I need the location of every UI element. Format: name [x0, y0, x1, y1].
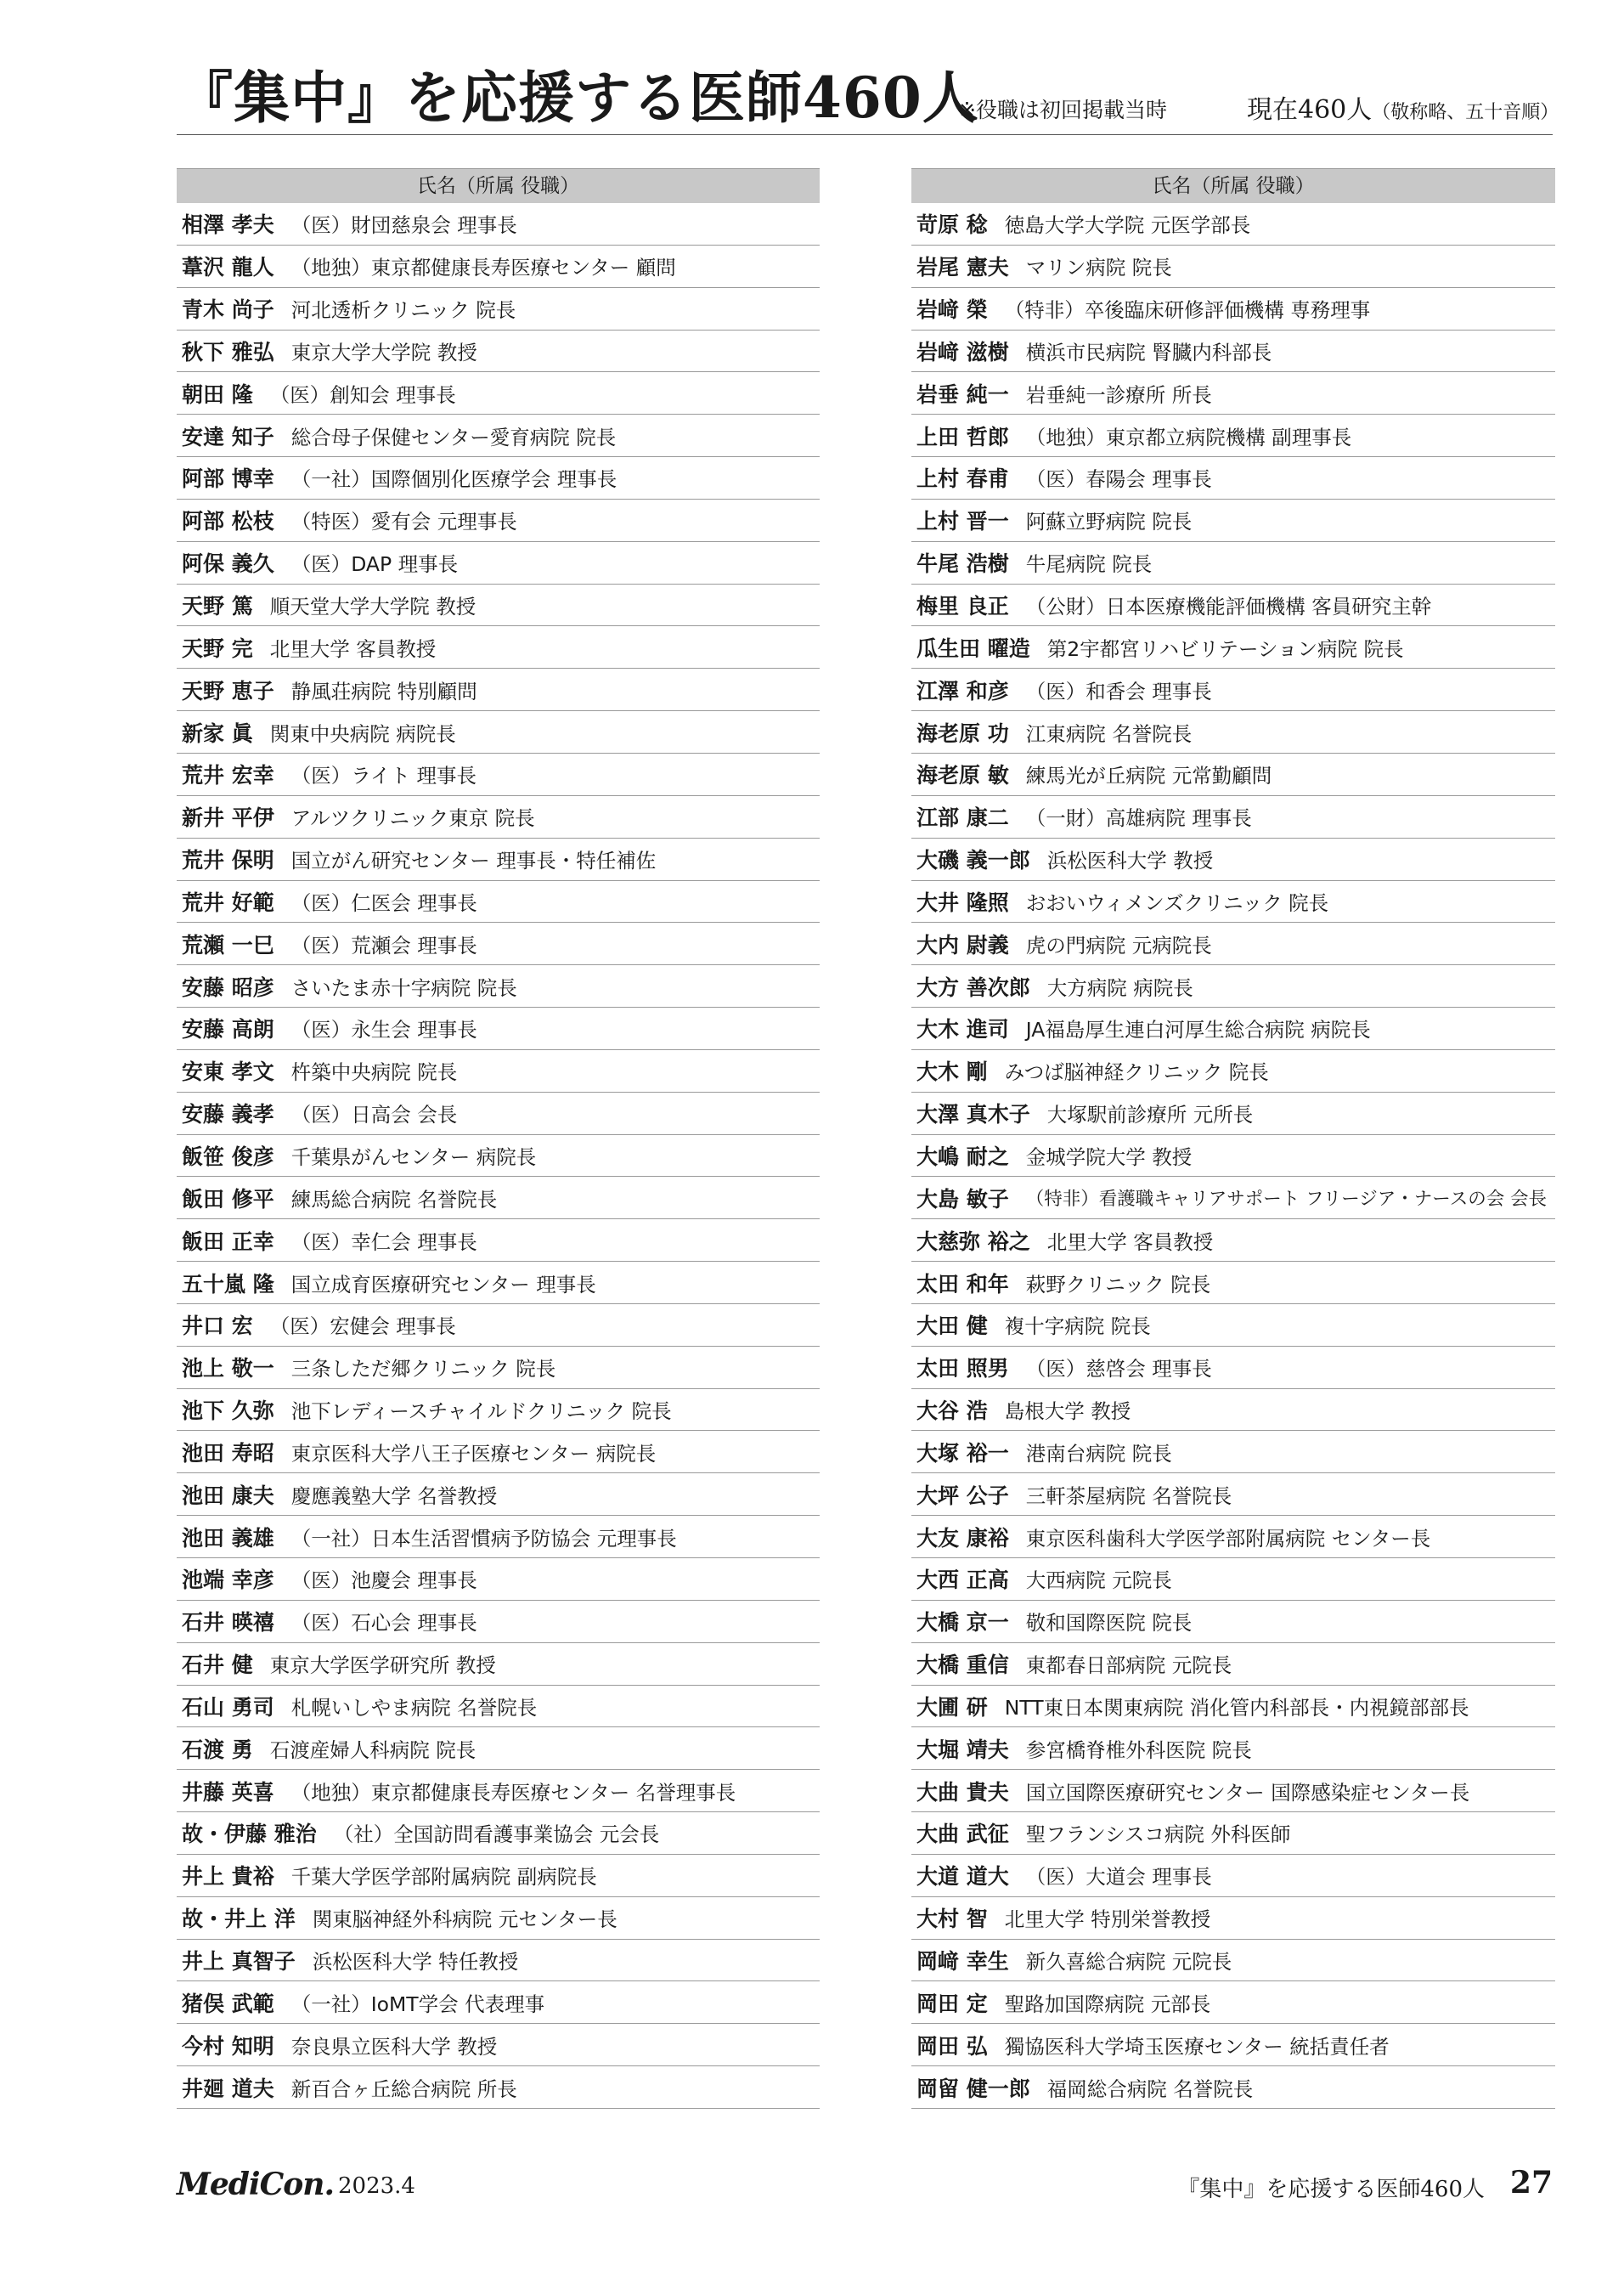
- table-row: [911, 1050, 1555, 1093]
- table-row: [911, 1304, 1555, 1347]
- doctor-affiliation: 新百合ヶ丘総合病院 所長: [290, 2076, 517, 2101]
- doctor-affiliation: 岩垂純一診療所 所長: [1025, 382, 1212, 407]
- doctor-affiliation: マリン病院 院長: [1025, 256, 1172, 280]
- doctor-name: 阿部 博幸: [182, 466, 274, 492]
- doctor-affiliation: 福岡総合病院 名誉院長: [1046, 2076, 1254, 2101]
- doctor-affiliation: （特非）看護職キャリアサポート フリージア・ナースの会 会長: [1025, 1189, 1548, 1211]
- table-row: [177, 331, 820, 373]
- doctor-affiliation: 関東脳神経外科病院 元センター長: [312, 1907, 617, 1932]
- table-row: [177, 1093, 820, 1135]
- doctor-affiliation: 萩野クリニック 院長: [1025, 1272, 1211, 1297]
- doctor-name: 大友 康裕: [916, 1525, 1009, 1551]
- doctor-name: 大村 智: [916, 1907, 988, 1932]
- table-row: [911, 1812, 1555, 1855]
- table-row: [911, 288, 1555, 331]
- doctor-affiliation: （一社）日本生活習慣病予防協会 元理事長: [290, 1526, 677, 1551]
- doctor-affiliation: （地独）東京都健康長寿医療センター 名誉理事長: [290, 1780, 736, 1805]
- table-row: [177, 1686, 820, 1728]
- table-row: [177, 1812, 820, 1855]
- doctor-name: 安東 孝文: [182, 1059, 274, 1085]
- doctor-name: 大内 尉義: [916, 932, 1009, 958]
- doctor-name: 荒井 好範: [182, 890, 274, 915]
- table-row: [177, 415, 820, 457]
- doctor-affiliation: おおいウィメンズクリニック 院長: [1025, 890, 1329, 915]
- doctor-affiliation: 敬和国際医院 院長: [1025, 1611, 1193, 1636]
- doctor-name: 池端 幸彦: [182, 1568, 274, 1593]
- doctor-name: 安藤 昭彦: [182, 975, 274, 1000]
- title-note: ※役職は初回掲載当時: [958, 98, 1167, 122]
- doctor-name: 故・井上 洋: [182, 1907, 296, 1932]
- doctor-name: 大慈弥 裕之: [916, 1229, 1030, 1254]
- doctor-affiliation: 聖路加国際病院 元部長: [1004, 1992, 1211, 2016]
- doctor-affiliation: 第2宇都宮リハビリテーション病院 院長: [1046, 636, 1404, 661]
- table-row: [911, 1770, 1555, 1812]
- doctor-name: 大方 善次郎: [916, 975, 1030, 1000]
- doctor-name: 池田 寿昭: [182, 1440, 274, 1466]
- doctor-affiliation: みつば脳神経クリニック 院長: [1004, 1060, 1269, 1085]
- doctor-affiliation: 参宮橋脊椎外科医院 院長: [1025, 1737, 1252, 1762]
- doctor-name: 秋下 雅弘: [182, 339, 274, 364]
- doctor-affiliation: （医）創知会 理事長: [269, 382, 456, 407]
- doctor-affiliation: 千葉大学医学部附属病院 副病院長: [290, 1865, 597, 1890]
- doctor-name: 朝田 隆: [182, 381, 253, 407]
- doctor-affiliation: 大西病院 元院長: [1025, 1568, 1172, 1593]
- table-row: [911, 923, 1555, 965]
- doctor-affiliation: （医）和香会 理事長: [1025, 679, 1212, 703]
- doctor-affiliation: 国立国際医療研究センター 国際感染症センター長: [1025, 1780, 1470, 1805]
- doctor-affiliation: （医）慈啓会 理事長: [1025, 1357, 1212, 1381]
- table-row: [177, 288, 820, 331]
- page-title: 『集中』を応援する医師460人: [177, 65, 979, 131]
- doctor-name: 大橋 重信: [916, 1653, 1009, 1678]
- table-row: [177, 1389, 820, 1432]
- table-row: [911, 1855, 1555, 1897]
- table-row: [911, 754, 1555, 796]
- table-row: [911, 372, 1555, 415]
- table-row: [911, 246, 1555, 288]
- table-row: [911, 1940, 1555, 1982]
- doctor-affiliation: （医）永生会 理事長: [290, 1018, 477, 1042]
- table-row: [911, 1093, 1555, 1135]
- doctor-name: 新井 平伊: [182, 805, 274, 831]
- table-row: [177, 1770, 820, 1812]
- doctor-affiliation: （医）DAP 理事長: [290, 552, 459, 577]
- table-row: [177, 711, 820, 754]
- doctor-name: 大坪 公子: [916, 1483, 1009, 1508]
- doctor-affiliation: 聖フランシスコ病院 外科医師: [1025, 1822, 1291, 1847]
- doctor-affiliation: （医）幸仁会 理事長: [290, 1229, 477, 1254]
- doctor-name: 阿保 義久: [182, 551, 274, 577]
- doctor-name: 上村 春甫: [916, 466, 1009, 492]
- doctor-count-note: （敬称略、五十音順）: [1372, 102, 1559, 123]
- doctor-name: 太田 和年: [916, 1271, 1009, 1297]
- doctor-name: 大塚 裕一: [916, 1440, 1009, 1466]
- running-title: 『集中』を応援する医師460人: [1177, 2177, 1485, 2202]
- table-row: [911, 1601, 1555, 1643]
- table-row: [911, 500, 1555, 542]
- doctor-list: [177, 203, 820, 2109]
- table-row: [177, 246, 820, 288]
- doctor-affiliation: （医）池慶会 理事長: [290, 1568, 477, 1593]
- doctor-affiliation: （特医）愛有会 元理事長: [290, 510, 517, 534]
- table-row: [911, 585, 1555, 627]
- table-row: [177, 1981, 820, 2024]
- doctor-affiliation: 浜松医科大学 特任教授: [312, 1950, 519, 1975]
- table-row: [911, 1347, 1555, 1389]
- table-row: [177, 839, 820, 881]
- doctor-affiliation: 練馬総合病院 名誉院長: [290, 1187, 498, 1212]
- table-row: [911, 1727, 1555, 1770]
- doctor-name: 大圃 研: [916, 1694, 988, 1720]
- table-row: [177, 1473, 820, 1516]
- doctor-affiliation: 江東病院 名誉院長: [1025, 721, 1193, 746]
- doctor-name: 大堀 靖夫: [916, 1737, 1009, 1762]
- doctor-affiliation: 池下レディースチャイルドクリニック 院長: [290, 1399, 672, 1424]
- table-row: [177, 1727, 820, 1770]
- table-row: [177, 1008, 820, 1050]
- doctor-name: 大西 正高: [916, 1568, 1009, 1593]
- doctor-affiliation: 三条しただ郷クリニック 院長: [290, 1357, 556, 1381]
- doctor-affiliation: NTT東日本関東病院 消化管内科部長・内視鏡部部長: [1004, 1695, 1469, 1720]
- issue-date: 2023.4: [338, 2173, 415, 2199]
- doctor-affiliation: 虎の門病院 元病院長: [1025, 933, 1212, 958]
- table-row: [911, 1473, 1555, 1516]
- doctor-affiliation: 徳島大学大学院 元医学部長: [1004, 213, 1251, 238]
- doctor-affiliation: 北里大学 特別栄誉教授: [1004, 1907, 1211, 1932]
- column-header: 氏名（所属 役職）: [911, 168, 1555, 203]
- table-row: [177, 2066, 820, 2109]
- doctor-affiliation: （医）日高会 会長: [290, 1103, 458, 1127]
- doctor-name: 井上 貴裕: [182, 1864, 274, 1890]
- doctor-affiliation: 横浜市民病院 腎臓内科部長: [1025, 340, 1272, 364]
- doctor-name: 大井 隆照: [916, 890, 1009, 915]
- table-row: [911, 2024, 1555, 2066]
- table-row: [177, 1558, 820, 1601]
- doctor-name: 飯笹 俊彦: [182, 1144, 274, 1169]
- doctor-name: 岡留 健一郎: [916, 2076, 1030, 2101]
- table-row: [177, 1940, 820, 1982]
- doctor-name: 安藤 義孝: [182, 1102, 274, 1127]
- doctor-name: 苛原 稔: [916, 212, 988, 238]
- doctor-affiliation: 静風荘病院 特別顧問: [290, 679, 477, 703]
- table-row: [911, 542, 1555, 585]
- doctor-name: 大橋 京一: [916, 1610, 1009, 1636]
- doctor-name: 上田 哲郎: [916, 424, 1009, 449]
- doctor-name: 故・伊藤 雅治: [182, 1822, 317, 1847]
- doctor-name: 阿部 松枝: [182, 509, 274, 534]
- doctor-affiliation: 石渡産婦人科病院 院長: [269, 1737, 476, 1762]
- table-row: [177, 669, 820, 711]
- column-header: 氏名（所属 役職）: [177, 168, 820, 203]
- doctor-name: 大島 敏子: [916, 1186, 1009, 1212]
- doctor-name: 猪俣 武範: [182, 1991, 274, 2016]
- table-row: [911, 1008, 1555, 1050]
- doctor-name: 岩尾 憲夫: [916, 255, 1009, 280]
- doctor-name: 天野 恵子: [182, 678, 274, 703]
- doctor-name: 江部 康二: [916, 805, 1009, 831]
- doctor-name: 新家 眞: [182, 720, 253, 746]
- table-row: [911, 626, 1555, 669]
- doctor-affiliation: 東都春日部病院 元院長: [1025, 1653, 1232, 1678]
- magazine-logo: MediCon.: [177, 2167, 334, 2202]
- table-row: [911, 1262, 1555, 1304]
- doctor-name: 大澤 真木子: [916, 1102, 1030, 1127]
- doctor-name: 海老原 敏: [916, 763, 1009, 788]
- doctor-name: 今村 知明: [182, 2033, 274, 2059]
- doctor-name: 五十嵐 隆: [182, 1271, 274, 1297]
- table-row: [911, 2066, 1555, 2109]
- doctor-affiliation: 阿蘇立野病院 院長: [1025, 510, 1193, 534]
- table-row: [911, 415, 1555, 457]
- table-row: [911, 203, 1555, 246]
- doctor-name: 大嶋 耐之: [916, 1144, 1009, 1169]
- table-row: [911, 711, 1555, 754]
- doctor-affiliation: 順天堂大学大学院 教授: [269, 595, 476, 619]
- doctor-name: 葦沢 龍人: [182, 255, 274, 280]
- table-row: [911, 965, 1555, 1008]
- table-row: [911, 1981, 1555, 2024]
- table-row: [177, 1897, 820, 1940]
- doctor-name: 大曲 貴夫: [916, 1779, 1009, 1805]
- table-row: [177, 796, 820, 839]
- table-row: [911, 796, 1555, 839]
- doctor-affiliation: 河北透析クリニック 院長: [290, 298, 516, 323]
- doctor-affiliation: 三軒茶屋病院 名誉院長: [1025, 1483, 1232, 1508]
- doctor-affiliation: JA福島厚生連白河厚生総合病院 病院長: [1025, 1018, 1371, 1042]
- table-row: [177, 923, 820, 965]
- doctor-affiliation: 国立がん研究センター 理事長・特任補佐: [290, 849, 657, 873]
- doctor-name: 大木 進司: [916, 1017, 1009, 1042]
- table-row: [177, 203, 820, 246]
- doctor-affiliation: （地独）東京都立病院機構 副理事長: [1025, 425, 1352, 449]
- doctor-affiliation: 港南台病院 院長: [1025, 1441, 1172, 1466]
- doctor-name: 大道 道大: [916, 1864, 1009, 1890]
- page-number: 27: [1509, 2165, 1553, 2201]
- table-row: [911, 1219, 1555, 1262]
- doctor-name: 岡田 弘: [916, 2033, 988, 2059]
- table-row: [177, 585, 820, 627]
- table-row: [177, 1177, 820, 1219]
- doctor-count-value: 現在460人: [1247, 95, 1373, 125]
- doctor-affiliation: 東京医科歯科大学医学部附属病院 センター長: [1025, 1526, 1431, 1551]
- doctor-name: 井口 宏: [182, 1314, 253, 1339]
- table-row: [911, 881, 1555, 924]
- doctor-affiliation: （医）荒瀬会 理事長: [290, 933, 477, 958]
- doctor-affiliation: さいたま赤十字病院 院長: [290, 975, 517, 1000]
- doctor-affiliation: 慶應義塾大学 名誉教授: [290, 1483, 498, 1508]
- doctor-list: [911, 203, 1555, 2109]
- doctor-affiliation: 奈良県立医科大学 教授: [290, 2034, 498, 2059]
- doctor-affiliation: 札幌いしやま病院 名誉院長: [290, 1695, 538, 1720]
- table-row: [177, 1855, 820, 1897]
- table-row: [177, 1643, 820, 1686]
- doctor-name: 安達 知子: [182, 424, 274, 449]
- table-row: [911, 1897, 1555, 1940]
- doctor-name: 池田 康夫: [182, 1483, 274, 1508]
- doctor-affiliation: 千葉県がんセンター 病院長: [290, 1144, 537, 1169]
- table-row: [911, 1389, 1555, 1432]
- table-row: [177, 2024, 820, 2066]
- doctor-affiliation: （医）石心会 理事長: [290, 1611, 477, 1636]
- table-row: [911, 331, 1555, 373]
- doctor-affiliation: 杵築中央病院 院長: [290, 1060, 458, 1085]
- doctor-name: 飯田 修平: [182, 1186, 274, 1212]
- table-row: [177, 626, 820, 669]
- doctor-name: 岡田 定: [916, 1991, 988, 2016]
- doctor-table-right: [911, 168, 1555, 2109]
- doctor-affiliation: 浜松医科大学 教授: [1046, 849, 1214, 873]
- doctor-name: 岡﨑 幸生: [916, 1949, 1009, 1975]
- doctor-name: 梅里 良正: [916, 594, 1009, 619]
- doctor-affiliation: 東京医科大学八王子医療センター 病院長: [290, 1441, 657, 1466]
- table-row: [177, 1050, 820, 1093]
- doctor-affiliation: 島根大学 教授: [1004, 1399, 1131, 1424]
- doctor-name: 井廻 道夫: [182, 2076, 274, 2101]
- doctor-affiliation: 国立成育医療研究センター 理事長: [290, 1272, 596, 1297]
- doctor-affiliation: 練馬光が丘病院 元常勤顧問: [1025, 764, 1272, 788]
- doctor-affiliation: 大方病院 病院長: [1046, 975, 1193, 1000]
- table-row: [911, 1643, 1555, 1686]
- table-row: [911, 839, 1555, 881]
- doctor-name: 石山 勇司: [182, 1694, 274, 1720]
- table-row: [911, 1516, 1555, 1558]
- doctor-affiliation: 新久喜総合病院 元院長: [1025, 1950, 1232, 1975]
- doctor-affiliation: 獨協医科大学埼玉医療センター 統括責任者: [1004, 2034, 1390, 2059]
- doctor-affiliation: 北里大学 客員教授: [1046, 1229, 1214, 1254]
- table-row: [911, 1431, 1555, 1473]
- doctor-affiliation: （特非）卒後臨床研修評価機構 専務理事: [1004, 298, 1371, 323]
- doctor-affiliation: （医）宏健会 理事長: [269, 1314, 456, 1339]
- doctor-name: 岩﨑 滋樹: [916, 339, 1009, 364]
- table-row: [177, 457, 820, 500]
- doctor-name: 荒井 保明: [182, 848, 274, 873]
- doctor-affiliation: （医）春陽会 理事長: [1025, 467, 1212, 492]
- doctor-affiliation: 東京大学医学研究所 教授: [269, 1653, 496, 1678]
- table-row: [177, 1601, 820, 1643]
- doctor-affiliation: （医）大道会 理事長: [1025, 1865, 1212, 1890]
- doctor-name: 瓜生田 曜造: [916, 636, 1030, 661]
- doctor-name: 牛尾 浩樹: [916, 551, 1009, 577]
- table-row: [177, 1304, 820, 1347]
- doctor-name: 大曲 武征: [916, 1822, 1009, 1847]
- doctor-name: 大谷 浩: [916, 1398, 988, 1424]
- doctor-affiliation: 関東中央病院 病院長: [269, 721, 456, 746]
- table-row: [911, 1135, 1555, 1178]
- doctor-affiliation: （医）仁医会 理事長: [290, 890, 477, 915]
- table-row: [911, 669, 1555, 711]
- doctor-name: 江澤 和彦: [916, 678, 1009, 703]
- table-row: [911, 1558, 1555, 1601]
- table-row: [177, 1516, 820, 1558]
- doctor-count: [1247, 88, 1559, 126]
- doctor-affiliation: 金城学院大学 教授: [1025, 1144, 1193, 1169]
- table-row: [177, 1135, 820, 1178]
- doctor-name: 大磯 義一郎: [916, 848, 1030, 873]
- doctor-affiliation: 牛尾病院 院長: [1025, 552, 1153, 577]
- doctor-affiliation: 大塚駅前診療所 元所長: [1046, 1103, 1254, 1127]
- table-row: [177, 881, 820, 924]
- doctor-name: 海老原 功: [916, 720, 1009, 746]
- doctor-name: 飯田 正幸: [182, 1229, 274, 1254]
- doctor-affiliation: アルツクリニック東京 院長: [290, 806, 535, 831]
- doctor-name: 石渡 勇: [182, 1737, 253, 1762]
- table-row: [177, 500, 820, 542]
- table-row: [177, 1431, 820, 1473]
- doctor-name: 青木 尚子: [182, 297, 274, 323]
- doctor-name: 荒瀬 一巳: [182, 932, 274, 958]
- doctor-name: 池下 久弥: [182, 1398, 274, 1424]
- doctor-name: 大田 健: [916, 1314, 988, 1339]
- doctor-affiliation: （医）財団慈泉会 理事長: [290, 213, 517, 238]
- doctor-affiliation: 東京大学大学院 教授: [290, 340, 477, 364]
- table-row: [911, 457, 1555, 500]
- table-row: [177, 1262, 820, 1304]
- page-footer: [177, 2167, 1553, 2209]
- doctor-name: 太田 照男: [916, 1356, 1009, 1381]
- doctor-name: 池上 敬一: [182, 1356, 274, 1381]
- doctor-name: 安藤 高朗: [182, 1017, 274, 1042]
- table-row: [911, 1686, 1555, 1728]
- table-row: [177, 1219, 820, 1262]
- doctor-name: 天野 篤: [182, 594, 253, 619]
- doctor-affiliation: 北里大学 客員教授: [269, 636, 437, 661]
- doctor-name: 上村 晋一: [916, 509, 1009, 534]
- doctor-affiliation: 総合母子保健センター愛育病院 院長: [290, 425, 617, 449]
- doctor-affiliation: （医）ライト 理事長: [290, 764, 476, 788]
- table-row: [177, 542, 820, 585]
- doctor-affiliation: （一社）IoMT学会 代表理事: [290, 1992, 545, 2016]
- doctor-affiliation: （社）全国訪問看護事業協会 元会長: [333, 1822, 660, 1847]
- doctor-affiliation: 複十字病院 院長: [1004, 1314, 1151, 1339]
- doctor-name: 天野 完: [182, 636, 253, 661]
- table-row: [177, 965, 820, 1008]
- table-row: [177, 754, 820, 796]
- table-row: [177, 1347, 820, 1389]
- page-header: [177, 59, 1559, 136]
- doctor-name: 岩﨑 榮: [916, 297, 988, 323]
- doctor-name: 石井 健: [182, 1653, 253, 1678]
- doctor-name: 井藤 英喜: [182, 1779, 274, 1805]
- title-divider: [177, 134, 1553, 135]
- doctor-affiliation: （一財）高雄病院 理事長: [1025, 806, 1252, 831]
- doctor-affiliation: （公財）日本医療機能評価機構 客員研究主幹: [1025, 595, 1432, 619]
- table-row: [177, 372, 820, 415]
- doctor-name: 石井 暎禧: [182, 1610, 274, 1636]
- doctor-table-left: [177, 168, 820, 2109]
- doctor-affiliation: （地独）東京都健康長寿医療センター 顧問: [290, 256, 676, 280]
- table-row: [911, 1177, 1555, 1219]
- doctor-name: 相澤 孝夫: [182, 212, 274, 238]
- doctor-name: 井上 真智子: [182, 1949, 296, 1975]
- doctor-affiliation: （一社）国際個別化医療学会 理事長: [290, 467, 617, 492]
- doctor-name: 荒井 宏幸: [182, 763, 274, 788]
- doctor-name: 池田 義雄: [182, 1525, 274, 1551]
- doctor-name: 大木 剛: [916, 1059, 988, 1085]
- doctor-name: 岩垂 純一: [916, 381, 1009, 407]
